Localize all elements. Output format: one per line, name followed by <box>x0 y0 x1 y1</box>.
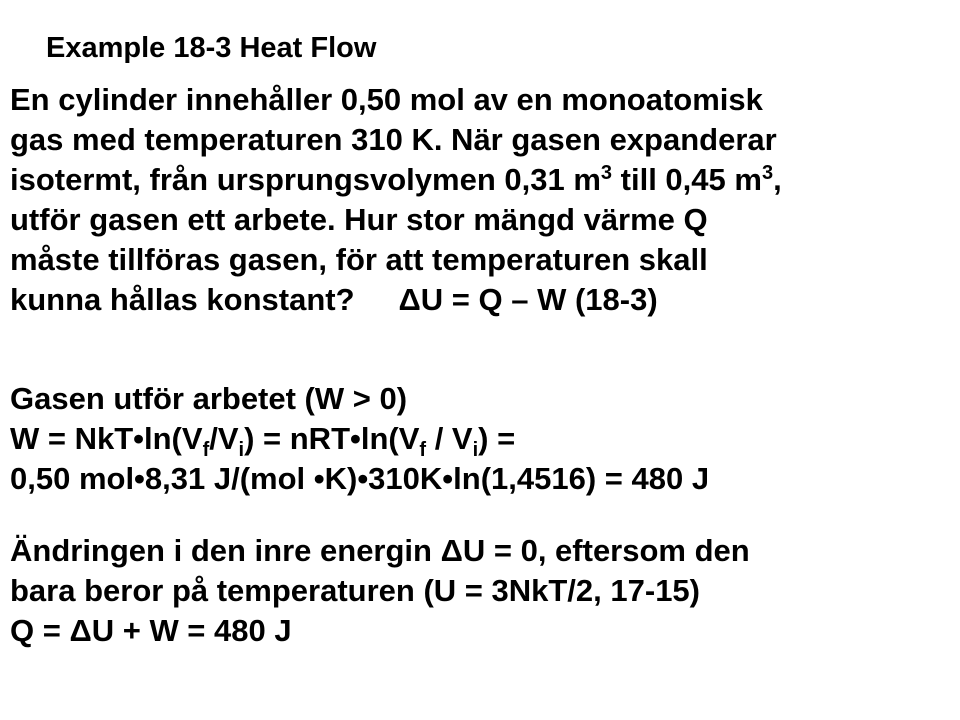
problem-line: utför gasen ett arbete. Hur stor mängd värme Q <box>10 202 708 237</box>
problem-line-volumes <box>10 160 782 200</box>
work-line: Gasen utför arbetet (W > 0) <box>10 381 408 416</box>
work-calculation <box>10 379 709 499</box>
conclusion-line: Ändringen i den inre energin ΔU = 0, eftersom den <box>10 533 750 568</box>
subscript: i <box>238 439 245 461</box>
work-formula <box>10 419 709 459</box>
problem-line: måste tillföras gasen, för att temperaturen skall <box>10 242 708 277</box>
text-segment: W = NkT•ln(V <box>10 421 203 456</box>
text-segment: /V <box>209 421 239 456</box>
slide-title: Example 18-3 Heat Flow <box>46 32 377 64</box>
first-law-equation: ΔU = Q – W (18-3) <box>398 282 658 317</box>
work-numeric: 0,50 mol•8,31 J/(mol •K)•310K•ln(1,4516) = 480 J <box>10 461 710 496</box>
conclusion-line: bara beror på temperaturen (U = 3NkT/2, 17-15) <box>10 573 700 608</box>
problem-statement <box>10 80 782 320</box>
problem-line: gas med temperaturen 310 K. När gasen expanderar <box>10 122 777 157</box>
problem-line-question <box>10 280 782 320</box>
subscript: f <box>419 439 427 461</box>
text-segment: ) = nRT•ln(V <box>244 421 420 456</box>
text-segment: / V <box>426 421 473 456</box>
superscript: 3 <box>600 162 613 184</box>
problem-line: En cylinder innehåller 0,50 mol av en monoatomisk <box>10 82 763 117</box>
text-segment: , <box>773 162 782 197</box>
subscript: i <box>472 439 479 461</box>
question-text: kunna hållas konstant? <box>10 282 355 317</box>
conclusion <box>10 531 750 651</box>
text-segment: isotermt, från ursprungsvolymen 0,31 m <box>10 162 601 197</box>
superscript: 3 <box>761 162 774 184</box>
text-segment: ) = <box>478 421 516 456</box>
subscript: f <box>202 439 210 461</box>
text-segment: till 0,45 m <box>612 162 762 197</box>
heat-result: Q = ΔU + W = 480 J <box>10 613 292 648</box>
